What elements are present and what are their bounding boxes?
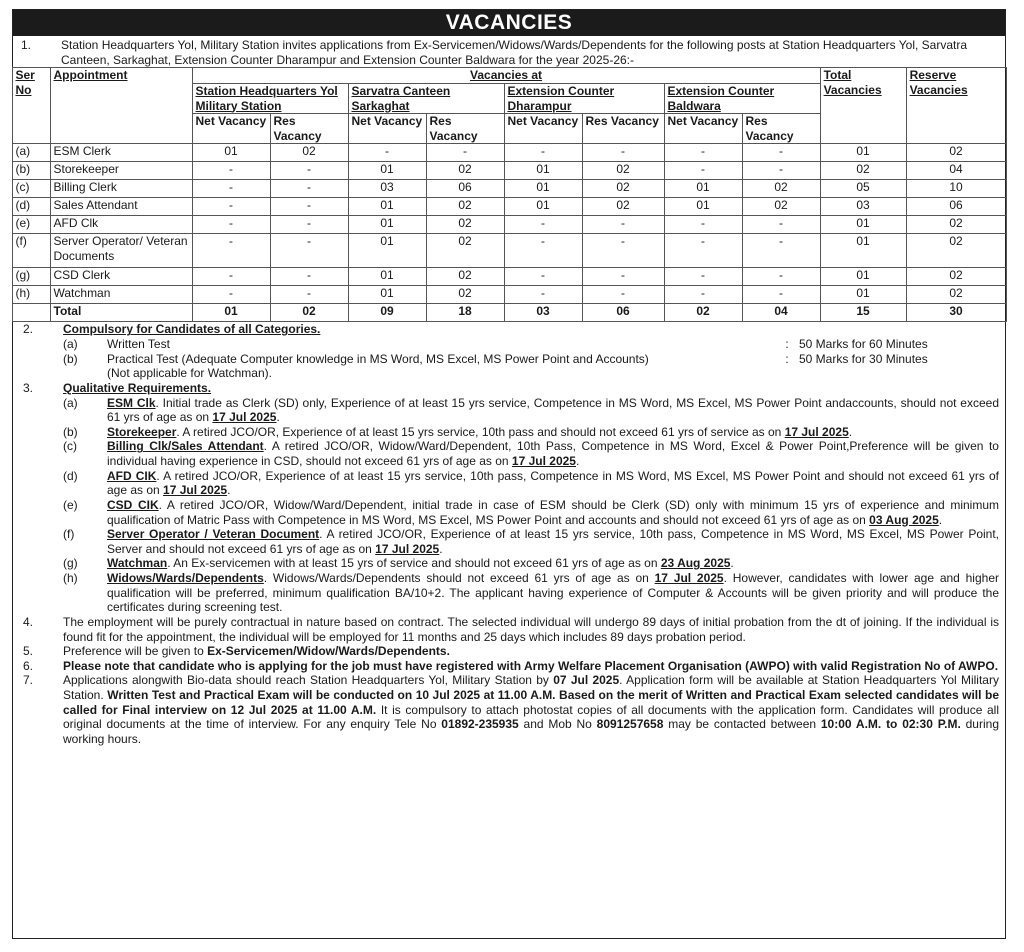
cell-vacancy: -	[192, 162, 270, 180]
cell-vacancy: -	[192, 286, 270, 304]
cell-vacancy: -	[582, 216, 664, 234]
cell-total: 01	[820, 286, 906, 304]
requirement-title: Watchman	[107, 556, 168, 571]
section-heading: Compulsory for Candidates of all Categories.	[63, 322, 321, 337]
cell-vacancy: -	[270, 268, 348, 286]
list-item: (d) AFD CIK. A retired JCO/OR, Experience of at least 15 yrs service, 10th pass, Competence in MS Word, MS Excel, MS Power Point and should not exceed 61 yrs of age as on 17 Jul 2025.	[63, 468, 999, 498]
cell-reserve: 06	[906, 198, 1006, 216]
cell-ser: (h)	[12, 286, 50, 304]
cell-vacancy: -	[270, 162, 348, 180]
cell-vacancy: 03	[348, 180, 426, 198]
cell-vacancy: -	[504, 286, 582, 304]
total-row	[12, 304, 1006, 322]
list-item: (a) ESM Clk. Initial trade as Clerk (SD) only, Experience of at least 15 yrs service, Competence in MS Word, MS Excel, MS Power Point andaccounts, should not exceed 61 yrs of age as on 17 Jul 2025.	[63, 395, 999, 425]
list-item: (b) Practical Test (Adequate Computer knowledge in MS Word, MS Excel, MS Power Point and Accounts) (Not applicable for Watchman). : 50 Marks for 30 Minutes	[63, 351, 928, 381]
cell-vacancy: -	[582, 286, 664, 304]
contact-hours: 10:00 A.M. to 02:30 P.M.	[820, 717, 961, 732]
cell-vacancy: 02	[582, 180, 664, 198]
cell-total: 01	[820, 144, 906, 162]
cell-vacancy: 01	[504, 162, 582, 180]
section-preference: 5. Preference will be given to Ex-Servicemen/Widow/Wards/Dependents.	[23, 644, 450, 659]
cell-vacancy: -	[582, 234, 664, 268]
cell-total: 01	[820, 268, 906, 286]
header-vacancies-at: Vacancies at	[192, 68, 820, 84]
cell-appointment: Storekeeper	[50, 162, 192, 180]
cell-appointment: ESM Clerk	[50, 144, 192, 162]
cell-vacancy: 02	[426, 234, 504, 268]
cell-total: 01	[820, 234, 906, 268]
requirement-title: Widows/Wards/Dependents	[107, 571, 264, 585]
cell-vacancy: -	[742, 268, 820, 286]
cell-vacancy: -	[664, 234, 742, 268]
cell-vacancy-total: 03	[504, 304, 582, 322]
cell-vacancy: -	[664, 162, 742, 180]
cell-vacancy-total: 18	[426, 304, 504, 322]
list-item: (e) CSD CIK. A retired JCO/OR, Widow/Ward/Dependent, initial trade in case of ESM should be Clerk (SD) only with minimum 15 yrs of experience and minimum qualification of Matric Pass with Competence in MS Word, MS Excel, MS Power Point and accounts and should not exceed 61 yrs of age as on 03 Aug 2025.	[63, 497, 999, 527]
para-number: 3.	[23, 380, 34, 395]
cell-vacancy: 01	[504, 198, 582, 216]
requirement-title: Storekeeper	[107, 424, 177, 439]
requirement-title: AFD CIK	[107, 468, 157, 483]
cell-ser: (d)	[12, 198, 50, 216]
cell-vacancy: 01	[348, 268, 426, 286]
cell-vacancy: -	[664, 216, 742, 234]
cutoff-date: 17 Jul 2025	[511, 454, 576, 468]
list-item: (c) Billing Clk/Sales Attendant. A retired JCO/OR, Widow/Ward/Dependent, 10th Pass, Competence in MS Word, Excel & Power Point,Preference will be given to individual having experience in CSD, should not exceed 61 yrs of age as on 17 Jul 2025.	[63, 439, 999, 468]
cell-total: 02	[820, 162, 906, 180]
para-number: 2.	[23, 322, 34, 337]
cell-vacancy: -	[664, 144, 742, 162]
section-compulsory	[13, 322, 1005, 381]
header-location: Station Headquarters Yol Military Station	[192, 83, 348, 113]
list-item: (g) Watchman. An Ex-servicemen with at least 15 yrs of service and should not exceed 61 yrs of age as on 23 Aug 2025.	[63, 556, 734, 571]
table-row	[12, 180, 1006, 198]
cell-reserve: 02	[906, 268, 1006, 286]
cell-total-label: Total	[50, 304, 192, 322]
cutoff-date: 17 Jul 2025	[375, 541, 440, 556]
cell-appointment: Sales Attendant	[50, 198, 192, 216]
cell-vacancy: -	[582, 144, 664, 162]
cell-vacancy: -	[742, 234, 820, 268]
cell-vacancy: 02	[426, 198, 504, 216]
cell-ser: (e)	[12, 216, 50, 234]
cell-vacancy: -	[504, 216, 582, 234]
cell-vacancy-total: 09	[348, 304, 426, 322]
cell-vacancy: 02	[426, 216, 504, 234]
cell-vacancy: -	[742, 286, 820, 304]
cell-vacancy: 02	[270, 144, 348, 162]
cell-vacancy: -	[504, 268, 582, 286]
cell-vacancy-total: 04	[742, 304, 820, 322]
cell-vacancy: -	[742, 216, 820, 234]
vacancy-table	[12, 67, 1007, 322]
header-net-vacancy: Net Vacancy	[348, 114, 426, 144]
header-location: Extension Counter Dharampur	[504, 83, 664, 113]
cell-vacancy: -	[426, 144, 504, 162]
cell-vacancy: -	[504, 234, 582, 268]
cell-ser: (g)	[12, 268, 50, 286]
cell-vacancy-total: 02	[270, 304, 348, 322]
cell-appointment: AFD Clk	[50, 216, 192, 234]
cell-vacancy: -	[192, 268, 270, 286]
table-row	[12, 268, 1006, 286]
cell-vacancy: -	[192, 216, 270, 234]
application-text: Applications alongwith Bio-data should reach Station Headquarters Yol, Military Station by 07 Jul 2025. Application form will be available at Station Headquarters Yol Military Station. Written Test and Practical Exam will be conducted on 10 Jul 2025 at 11.00 A.M. Based on the merit of Written and Practical Exam selected candidates will be called for Final interview on 12 Jul 2025 at 11.00 A.M. It is compulsory to attach photostat copies of all documents with the application form. Candidates will produce all original documents at the time of interview. For any enquiry Tele No 01892-235935 and Mob No 8091257658 may be contacted between 10:00 A.M. to 02:30 P.M. during working hours.	[63, 673, 999, 746]
cell-vacancy: 01	[504, 180, 582, 198]
cell-reserve: 02	[906, 144, 1006, 162]
cell-vacancy: -	[270, 216, 348, 234]
cell-appointment: Watchman	[50, 286, 192, 304]
cell-vacancy-total: 06	[582, 304, 664, 322]
cell-vacancy: 02	[742, 198, 820, 216]
cutoff-date: 17 Jul 2025	[654, 571, 724, 585]
cell-ser: (a)	[12, 144, 50, 162]
header-res-vacancy: Res Vacancy	[270, 114, 348, 144]
cell-vacancy: -	[270, 198, 348, 216]
cell-ser: (b)	[12, 162, 50, 180]
notice-title: VACANCIES	[13, 10, 1005, 36]
cell-reserve: 30	[906, 304, 1006, 322]
cell-reserve: 02	[906, 216, 1006, 234]
intro-paragraph	[13, 36, 1005, 67]
cell-appointment: Server Operator/ Veteran Documents	[50, 234, 192, 268]
header-net-vacancy: Net Vacancy	[664, 114, 742, 144]
requirement-title: Billing Clk/Sales Attendant	[107, 439, 264, 454]
header-net-vacancy: Net Vacancy	[504, 114, 582, 144]
table-row	[12, 286, 1006, 304]
cell-vacancy: 02	[582, 198, 664, 216]
preference-groups: Ex-Servicemen/Widow/Wards/Dependents.	[207, 644, 450, 659]
cell-vacancy: 01	[664, 180, 742, 198]
cell-vacancy: -	[742, 162, 820, 180]
header-reserve-vacancies: Reserve Vacancies	[906, 68, 1006, 144]
table-row	[12, 162, 1006, 180]
list-item: (h) Widows/Wards/Dependents. Widows/Wards/Dependents should not exceed 61 yrs of age as on 17 Jul 2025. However, candidates with lower age and higher qualification will be preferred, minimum qualification BA/10+2. The applicant having experience of Computer & Accounts will be given priority and will produce the certificates during screening test.	[63, 571, 999, 615]
cutoff-date: 23 Aug 2025	[660, 556, 731, 571]
cutoff-date: 03 Aug 2025	[869, 512, 939, 527]
intro-text: Station Headquarters Yol, Military Station invites applications from Ex-Servicemen/Widows/Wards/Dependents for the following posts at Station Headquarters Yol, Sarvatra Canteen, Sarkaghat, Extension Counter Dharampur and Extension Counter Baldwara for the year 2025-26:-	[61, 38, 968, 67]
cell-vacancy: -	[192, 198, 270, 216]
section-employment: 4. The employment will be purely contractual in nature based on contract. The selected individual will undergo 89 days of initial probation from the dt of joining. If the individual is found fit for the appointment, the individual will be employed for 11 months and 25 days which includes 89 days probation period.	[23, 614, 999, 644]
cell-total: 03	[820, 198, 906, 216]
cell-vacancy: -	[270, 286, 348, 304]
cell-vacancy: 01	[348, 198, 426, 216]
header-total-vacancies: Total Vacancies	[820, 68, 906, 144]
table-row	[12, 216, 1006, 234]
vacancy-table-body	[12, 144, 1006, 322]
cutoff-date: 17 Jul 2025	[784, 424, 849, 439]
cell-vacancy: 02	[426, 162, 504, 180]
cell-vacancy: -	[192, 234, 270, 268]
requirement-title: ESM Clk	[107, 395, 156, 410]
header-net-vacancy: Net Vacancy	[192, 114, 270, 144]
cell-vacancy: -	[742, 144, 820, 162]
cell-vacancy: -	[270, 234, 348, 268]
requirement-title: Server Operator / Veteran Document	[107, 527, 320, 542]
section-heading: Qualitative Requirements.	[63, 380, 212, 395]
cell-vacancy: 02	[742, 180, 820, 198]
cell-vacancy: 02	[426, 268, 504, 286]
cell-reserve: 04	[906, 162, 1006, 180]
telephone-number: 01892-235935	[441, 717, 519, 732]
cell-vacancy: 01	[348, 162, 426, 180]
header-ser-no: Ser No	[12, 68, 50, 144]
header-appointment: Appointment	[50, 68, 192, 144]
header-res-vacancy: Res Vacancy	[742, 114, 820, 144]
list-item: (a) Written Test : 50 Marks for 60 Minutes	[63, 337, 928, 351]
cutoff-date: 17 Jul 2025	[163, 483, 228, 498]
cell-appointment: CSD Clerk	[50, 268, 192, 286]
employment-text: The employment will be purely contractual in nature based on contract. The selected individual will undergo 89 days of initial probation from the dt of joining. If the individual is found fit for the appointment, the individual will be employed for 11 months and 25 days which includes 89 days probation period.	[63, 614, 999, 644]
qualitative-list	[63, 396, 999, 615]
header-location: Sarvatra Canteen Sarkaghat	[348, 83, 504, 113]
header-location: Extension Counter Baldwara	[664, 83, 820, 113]
cell-vacancy: -	[504, 144, 582, 162]
cell-total: 05	[820, 180, 906, 198]
cell-vacancy: -	[582, 268, 664, 286]
cell-appointment: Billing Clerk	[50, 180, 192, 198]
cell-vacancy: -	[192, 180, 270, 198]
table-row	[12, 198, 1006, 216]
cell-vacancy-total: 02	[664, 304, 742, 322]
table-row	[12, 234, 1006, 268]
vacancy-notice	[12, 9, 1006, 939]
list-item: (f) Server Operator / Veteran Document. A retired JCO/OR, Experience of at least 15 yrs service, 10th pass, Competence in MS Word, MS Excel, MS Power Point, Server and should not exceed 61 yrs of age as on 17 Jul 2025.	[63, 527, 1000, 556]
cell-total: 01	[820, 216, 906, 234]
cell-vacancy: -	[348, 144, 426, 162]
section-awpo: 6. Please note that candidate who is applying for the job must have registered with Army Welfare Placement Organisation (AWPO) with valid Registration No of AWPO.	[23, 658, 999, 673]
header-res-vacancy: Res Vacancy	[582, 114, 664, 144]
requirement-title: CSD CIK	[107, 497, 159, 512]
list-item: (b) Storekeeper. A retired JCO/OR, Experience of at least 15 yrs service, 10th pass and should not exceed 61 yrs of service as on 17 Jul 2025.	[63, 424, 853, 439]
cell-vacancy: -	[664, 268, 742, 286]
cell-vacancy: 02	[582, 162, 664, 180]
header-res-vacancy: Res Vacancy	[426, 114, 504, 144]
cell-reserve: 02	[906, 286, 1006, 304]
para-number: 1.	[21, 38, 32, 52]
cell-vacancy: -	[270, 180, 348, 198]
mobile-number: 8091257658	[596, 717, 664, 732]
awpo-text: Please note that candidate who is applying for the job must have registered with Army Welfare Placement Organisation (AWPO) with valid Registration No of AWPO.	[63, 658, 999, 673]
cell-vacancy-total: 01	[192, 304, 270, 322]
cell-ser: (c)	[12, 180, 50, 198]
cutoff-date: 17 Jul 2025	[212, 410, 277, 425]
cell-vacancy: -	[664, 286, 742, 304]
cell-ser: (f)	[12, 234, 50, 268]
cell-vacancy: 01	[192, 144, 270, 162]
table-row	[12, 144, 1006, 162]
cell-vacancy: 01	[348, 216, 426, 234]
section-qualitative	[13, 381, 1005, 615]
cell-reserve: 02	[906, 234, 1006, 268]
cell-reserve: 10	[906, 180, 1006, 198]
cell-vacancy: 01	[348, 234, 426, 268]
cell-vacancy: 01	[348, 286, 426, 304]
cell-vacancy: 01	[664, 198, 742, 216]
cell-total: 15	[820, 304, 906, 322]
section-application: 7. Applications alongwith Bio-data should reach Station Headquarters Yol, Military Station by 07 Jul 2025. Application form will be available at Station Headquarters Yol Military Station. Written Test and Practical Exam will be conducted on 10 Jul 2025 at 11.00 A.M. Based on the merit of Written and Practical Exam selected candidates will be called for Final interview on 12 Jul 2025 at 11.00 A.M. It is compulsory to attach photostat copies of all documents with the application form. Candidates will produce all original documents at the time of interview. For any enquiry Tele No 01892-235935 and Mob No 8091257658 may be contacted between 10:00 A.M. to 02:30 P.M. during working hours.	[23, 673, 999, 746]
cell-vacancy: 06	[426, 180, 504, 198]
cell-vacancy: 02	[426, 286, 504, 304]
